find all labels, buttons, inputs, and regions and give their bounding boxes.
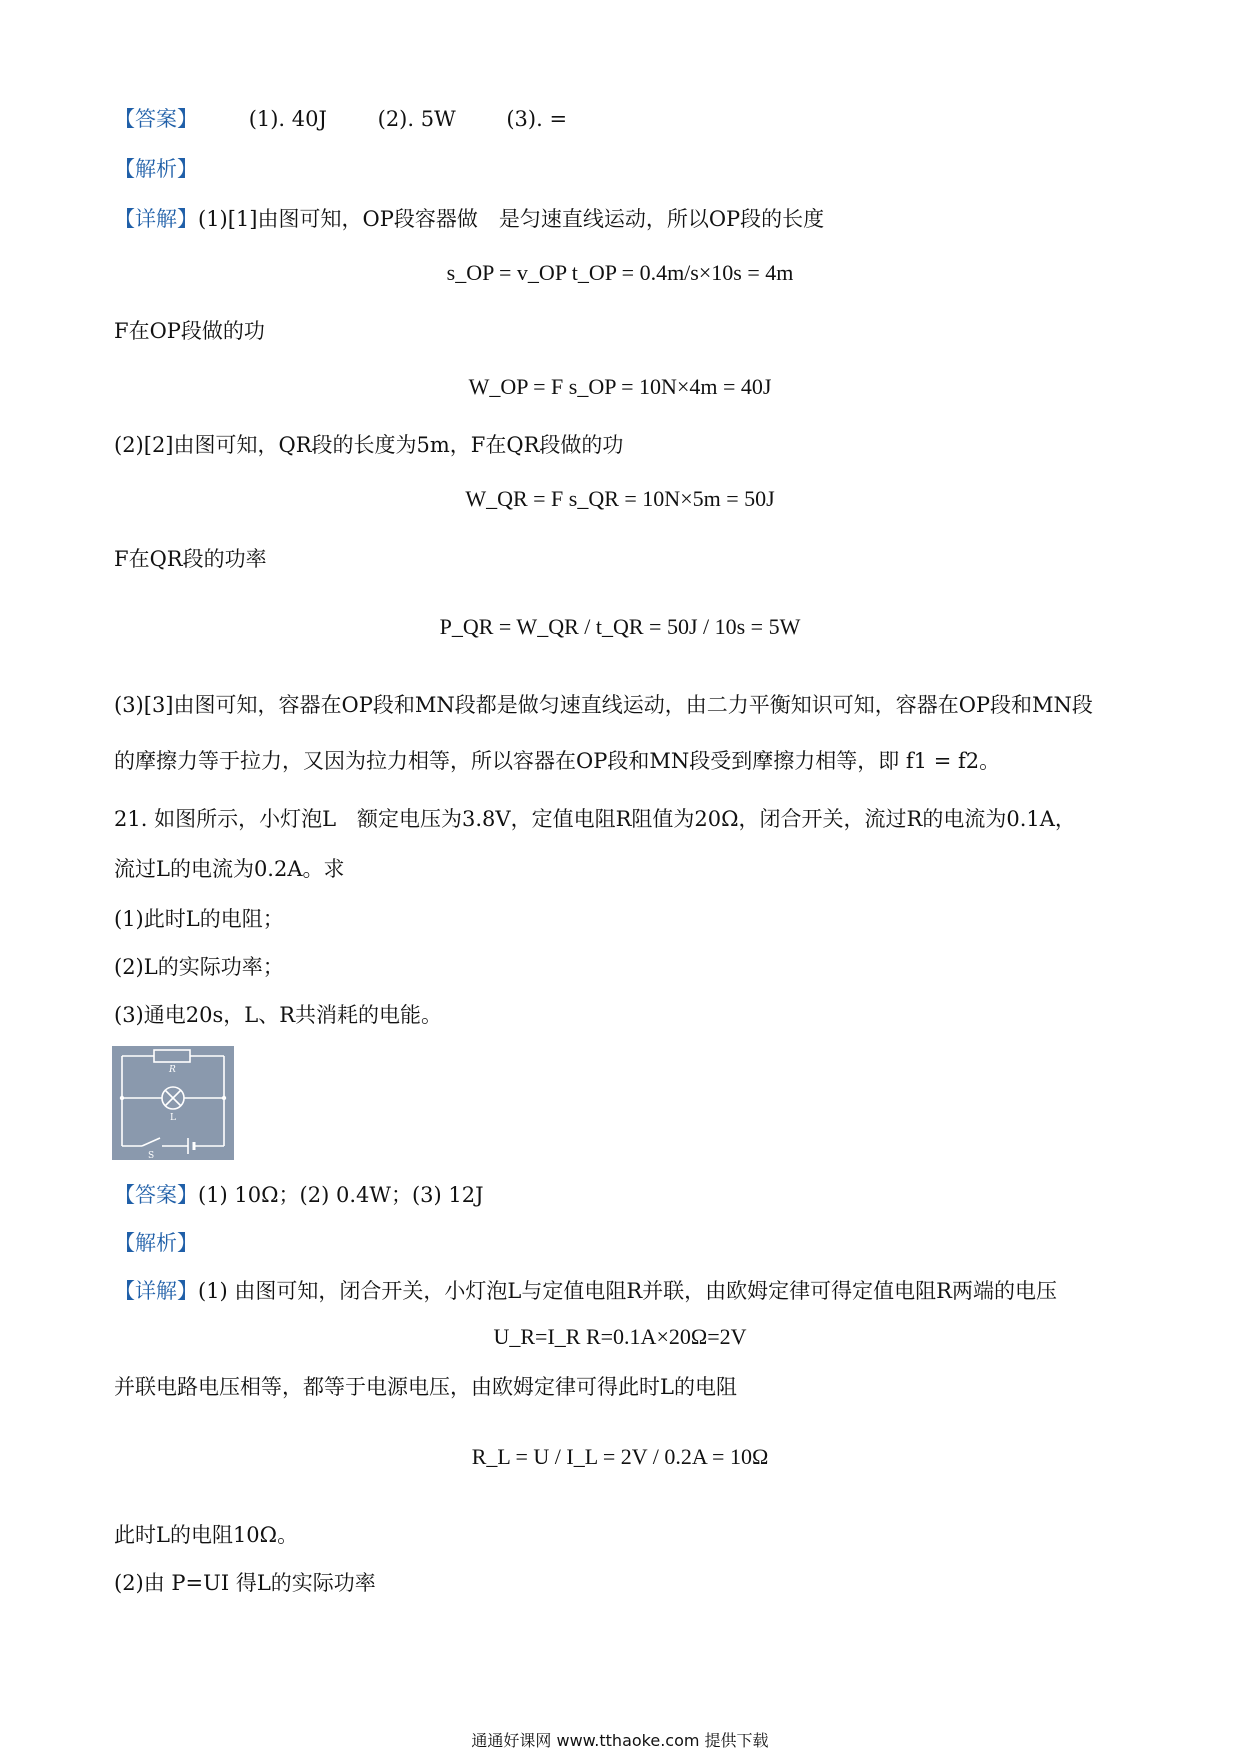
detail-line-3a: (3)[3]由图可知，容器在OP段和MN段都是做匀速直线运动，由二力平衡知识可知，容器在OP段和MN段: [114, 693, 1093, 717]
junction-right: [222, 1096, 226, 1100]
equation-ur: [0, 1320, 1240, 1354]
equation-ur-text: U_R=I_R R=0.1A×20Ω=2V: [493, 1324, 747, 1349]
equation-rl: [0, 1440, 1240, 1474]
detail-tag: 【详解】: [114, 207, 198, 231]
detail-line-1: [114, 204, 824, 234]
junction-left: [120, 1096, 124, 1100]
question-21-stem-2: 流过L的电流为0.2A。求: [114, 857, 345, 881]
page-footer: 通通好课网 www.tthaoke.com 提供下载: [471, 1731, 769, 1750]
equation-sop-text: s_OP = v_OP t_OP = 0.4m/s×10s = 4m: [446, 260, 794, 285]
resistor-label: R: [169, 1065, 176, 1075]
equation-sop: [0, 256, 1240, 290]
detail-line-3b: 的摩擦力等于拉力，又因为拉力相等，所以容器在OP段和MN段受到摩擦力相等，即 f1 = f2。: [114, 749, 1001, 773]
q21-analysis-tag: 【解析】: [114, 1231, 198, 1255]
equation-wqr: [0, 482, 1240, 516]
q21-detail-line-2: (2)由 P=UI 得L的实际功率: [114, 1571, 376, 1595]
equation-pqr: [0, 610, 1240, 644]
question-21-sub-1: (1)此时L的电阻；: [114, 907, 284, 931]
question-21-stem-1: 21. 如图所示，小灯泡L 额定电压为3.8V，定值电阻R阻值为20Ω，闭合开关，流过R的电流为0.1A，: [114, 807, 1076, 831]
line-f-qr: F在QR段的功率: [114, 547, 267, 571]
answer-tag: 【答案】: [114, 107, 198, 131]
equation-wop-text: W_OP = F s_OP = 10N×4m = 40J: [468, 374, 772, 399]
answer-part-2: (2). 5W: [377, 107, 456, 131]
circuit-diagram: [112, 1046, 234, 1160]
resistor-symbol: [154, 1050, 190, 1062]
question-21-sub-2: (2)L的实际功率；: [114, 955, 284, 979]
q21-answer-text: (1) 10Ω；(2) 0.4W；(3) 12J: [198, 1183, 484, 1207]
q21-detail-text-1: (1) 由图可知，闭合开关，小灯泡L与定值电阻R并联，由欧姆定律可得定值电阻R两端的电压: [198, 1279, 1057, 1303]
line-f-op: F在OP段做的功: [114, 319, 265, 343]
detail-line-2: (2)[2]由图可知，QR段的长度为5m，F在QR段做的功: [114, 433, 624, 457]
answer-line: [114, 104, 567, 134]
q21-answer-tag: 【答案】: [114, 1183, 198, 1207]
detail-text-1: (1)[1]由图可知，OP段容器做 是匀速直线运动，所以OP段的长度: [198, 207, 825, 231]
q21-line-rl-result: 此时L的电阻10Ω。: [114, 1523, 299, 1547]
answer-part-3: (3). =: [506, 107, 568, 131]
q21-detail-tag: 【详解】: [114, 1279, 198, 1303]
switch-label: S: [148, 1151, 155, 1160]
circuit-svg: [112, 1046, 234, 1160]
equation-rl-text: R_L = U / I_L = 2V / 0.2A = 10Ω: [471, 1444, 769, 1469]
answer-part-1: (1). 40J: [248, 107, 327, 131]
q21-line-parallel: 并联电路电压相等，都等于电源电压，由欧姆定律可得此时L的电阻: [114, 1375, 737, 1399]
q21-answer-line: [114, 1180, 484, 1210]
question-21-sub-3: (3)通电20s，L、R共消耗的电能。: [114, 1003, 443, 1027]
switch-blade: [142, 1138, 160, 1146]
q21-detail-line-1: [114, 1276, 1057, 1306]
equation-wop: [0, 370, 1240, 404]
equation-pqr-text: P_QR = W_QR / t_QR = 50J / 10s = 5W: [439, 614, 801, 639]
analysis-tag: 【解析】: [114, 157, 198, 181]
equation-wqr-text: W_QR = F s_QR = 10N×5m = 50J: [465, 486, 775, 511]
lamp-label: L: [170, 1113, 176, 1123]
